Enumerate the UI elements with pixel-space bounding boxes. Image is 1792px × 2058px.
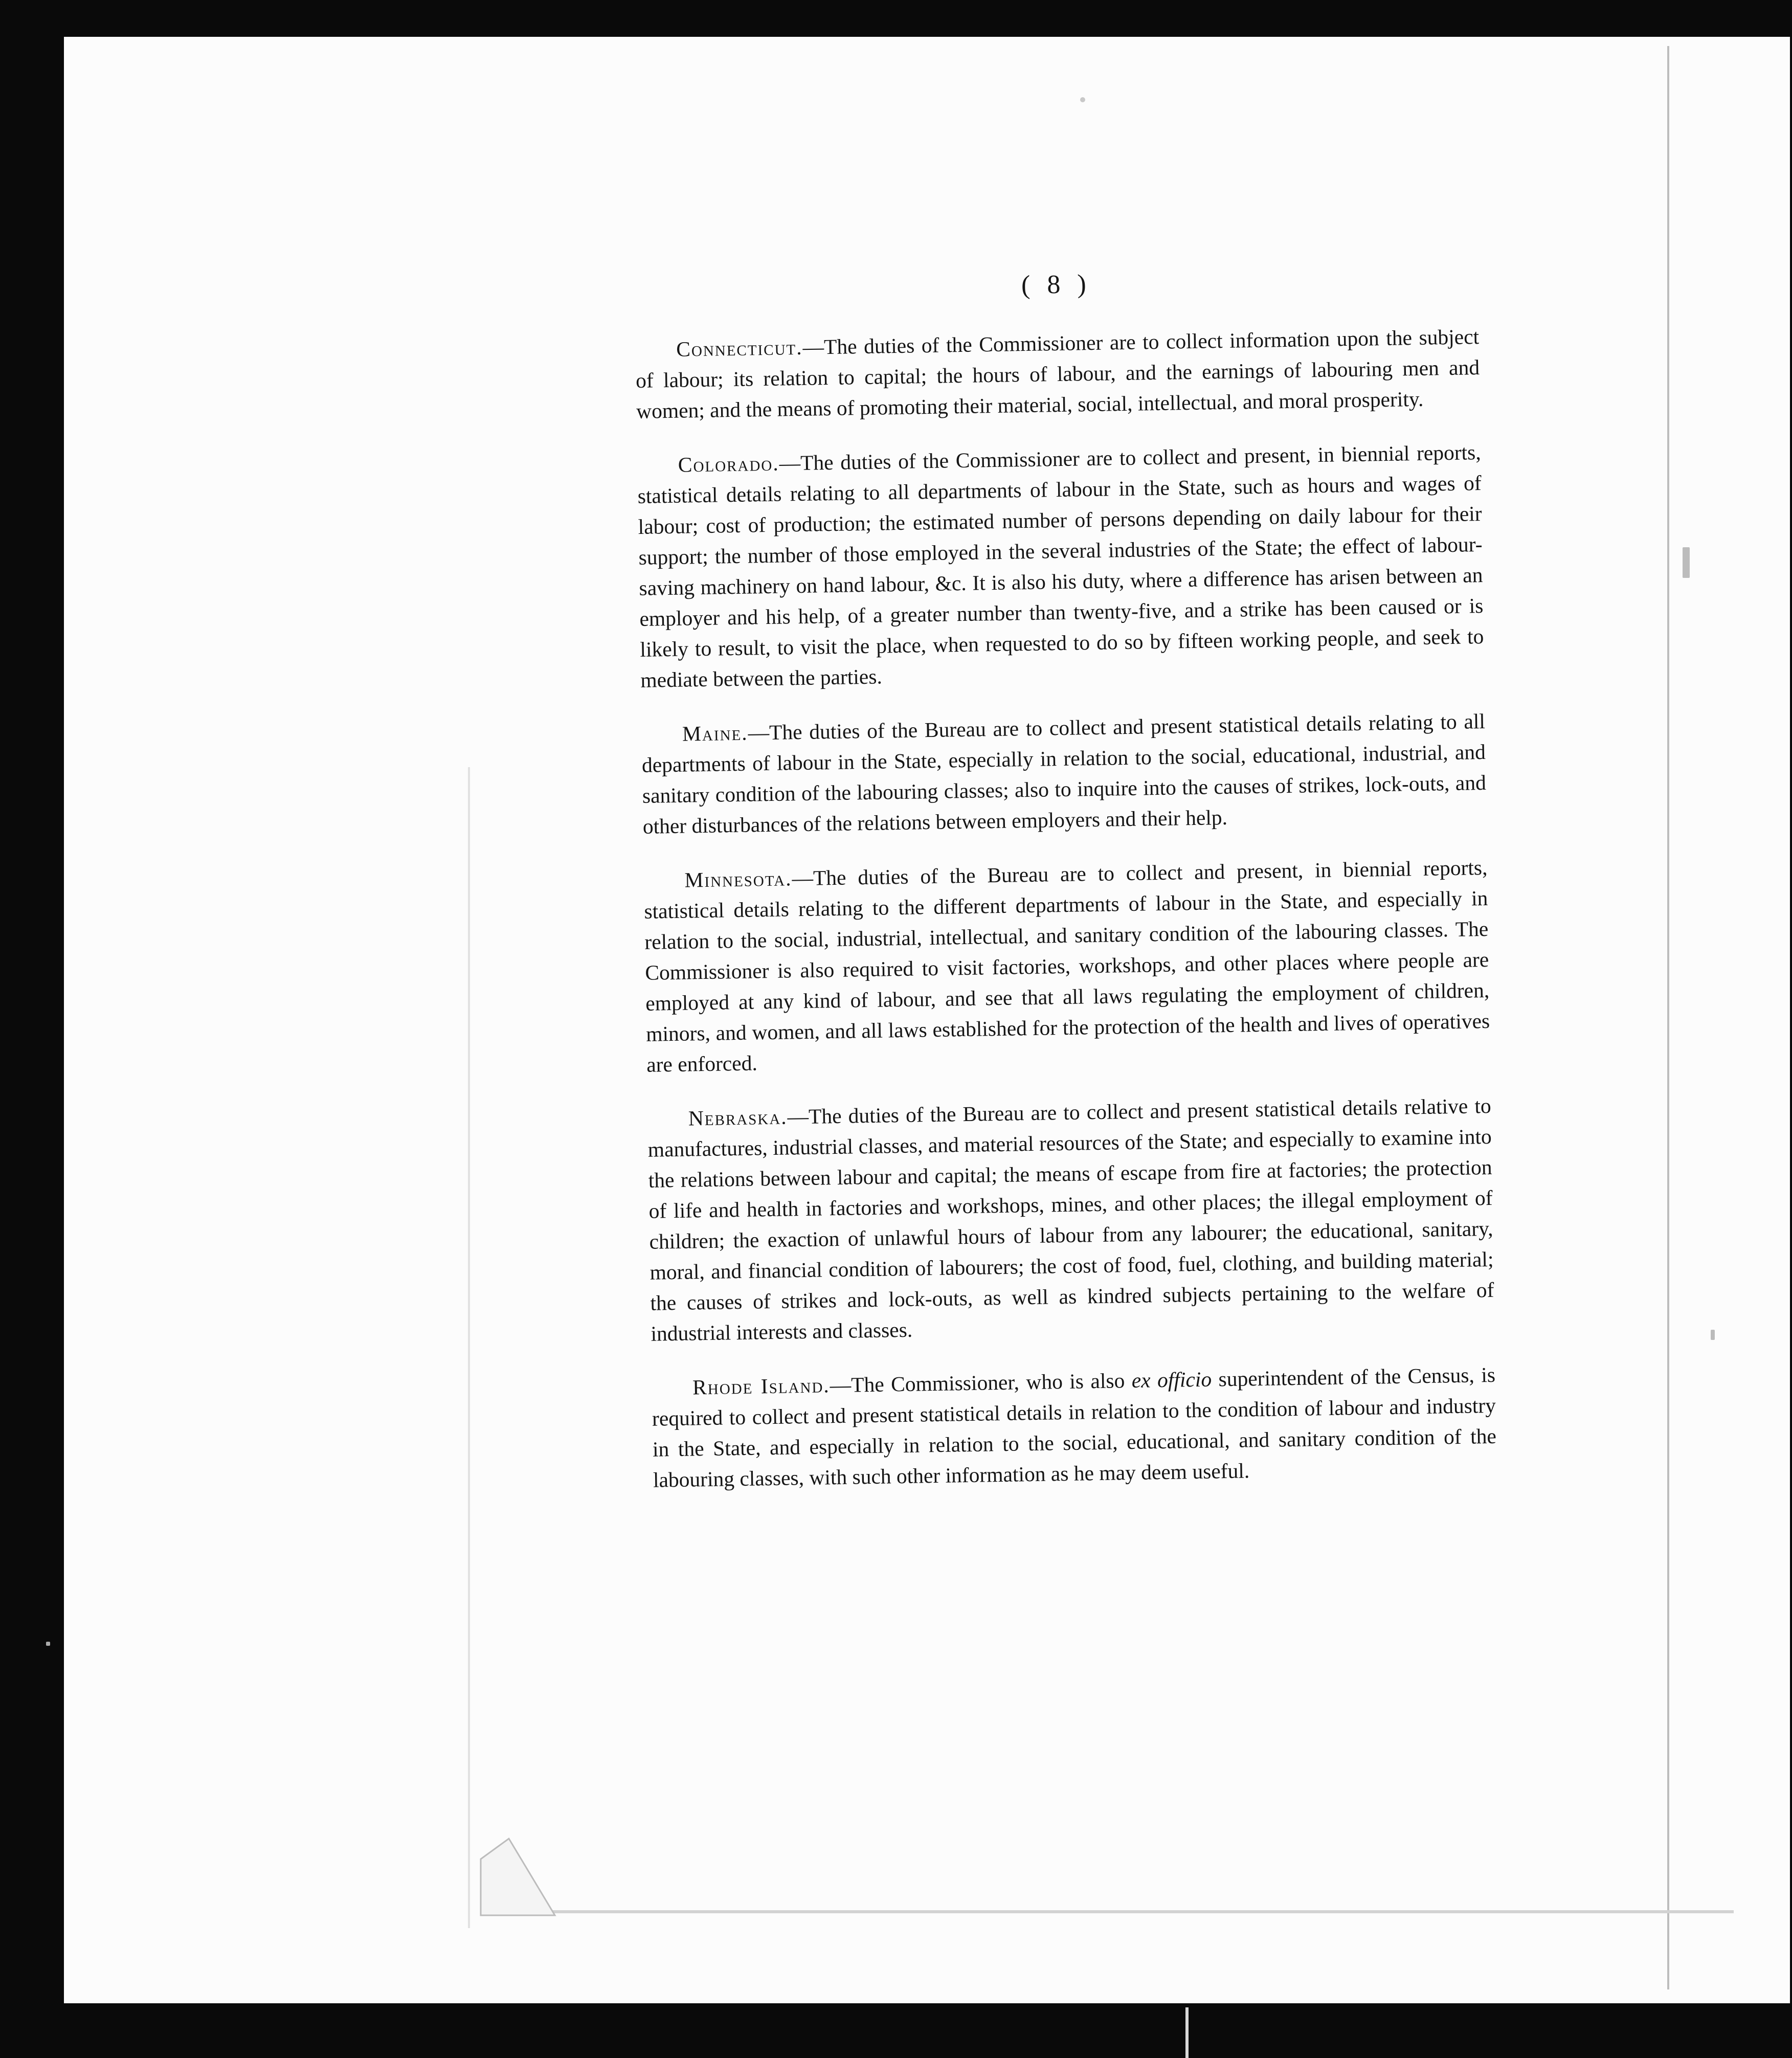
paragraph-text: —The duties of the Bureau are to collect and present statistical details relating to all departments of labour in the State, especially in relation to the social, educational, industrial, and sanitary condition of the labouring classes; also to inquire into the causes of strikes, lock-outs, and other disturbances of the relations between employers and their help. bbox=[641, 709, 1487, 838]
scan-speck bbox=[1683, 547, 1690, 578]
paragraph-rhode-island bbox=[652, 1359, 1497, 1495]
inner-page-edge bbox=[468, 767, 470, 1928]
paragraph-text: —The duties of the Bureau are to collect and present, in biennial reports, statistical details relating to the different departments of labour in the State, and especially in relation to the social, industrial, intellectual, and sanitary condition of the labouring classes. The Commissioner is also required to visit factories, workshops, and other places where people are employed at any kind of labour, and see that all laws regulating the employment of children, minors, and women, and all laws established for the protection of the health and lives of operatives are enforced. bbox=[644, 855, 1490, 1077]
state-heading: Connecticut. bbox=[676, 335, 803, 361]
state-heading: Rhode Island. bbox=[692, 1373, 831, 1399]
scan-speck bbox=[46, 1642, 50, 1646]
state-heading: Nebraska. bbox=[688, 1105, 788, 1130]
page-number: ( 8 ) bbox=[1021, 269, 1092, 300]
paragraph-text: —The duties of the Bureau are to collect and present statistical details relative to manufactures, industrial classes, and material resources of the State; and especially to examine into the relations between labour and capital; the means of escape from fire at factories; the protection of life and health in factories and workshops, mines, and other places; the illegal employment of children; the exaction of unlawful hours of labour from any labourer; the educational, sanitary, moral, and financial condition of labourers; the cost of food, fuel, clothing, and building material; the causes of strikes and lock-outs, as well as kindred subjects pertaining to the welfare of industrial interests and classes. bbox=[647, 1093, 1494, 1346]
paragraph-minnesota bbox=[643, 852, 1490, 1080]
paragraph-nebraska bbox=[647, 1090, 1494, 1349]
scan-speck bbox=[1080, 97, 1085, 102]
state-heading: Maine. bbox=[682, 721, 748, 746]
right-page-edge bbox=[1667, 46, 1674, 1989]
state-heading: Minnesota. bbox=[684, 866, 792, 892]
scan-speck bbox=[1711, 1330, 1715, 1340]
paragraph-connecticut bbox=[635, 321, 1481, 427]
paragraph-text: —The duties of the Commissioner are to collect and present, in biennial reports, statistical details relating to all departments of labour in the State, such as hours and wages of labour; cost of production; the estimated number of persons depending on daily labour for their support; the number of those employed in the several industries of the State; the effect of labour-saving machinery on hand labour, &c. It is also his duty, where a difference has arisen between an employer and his help, of a greater number than twenty-five, and a strike has been caused or is likely to result, to visit the place, when requested to do so by fifteen working people, and seek to mediate between the parties. bbox=[637, 440, 1484, 692]
paragraph-text: —The Commissioner, who is also bbox=[830, 1368, 1132, 1397]
paragraph-text: —The duties of the Commissioner are to collect information upon the subject of labour; its relation to capital; the hours of labour, and the earnings of labouring men and women; and the means of promoting their material, social, intellectual, and moral prosperity. bbox=[635, 325, 1480, 423]
folded-corner bbox=[478, 1828, 570, 1920]
paragraph-text: superintendent of the Census, is required to collect and present statistical details in relation to the condition of labour and industry in the State, and especially in relation to the social, educational, and sanitary condition of the labouring classes, with such other information as he may deem useful. bbox=[652, 1362, 1497, 1492]
paragraph-maine bbox=[641, 706, 1487, 842]
state-heading: Colorado. bbox=[678, 451, 779, 477]
document-body bbox=[634, 263, 1497, 1519]
latin-phrase: ex officio bbox=[1131, 1367, 1212, 1392]
paragraph-colorado bbox=[637, 437, 1484, 696]
scan-speck bbox=[1185, 2007, 1189, 2058]
bottom-page-edge bbox=[532, 1910, 1734, 1913]
